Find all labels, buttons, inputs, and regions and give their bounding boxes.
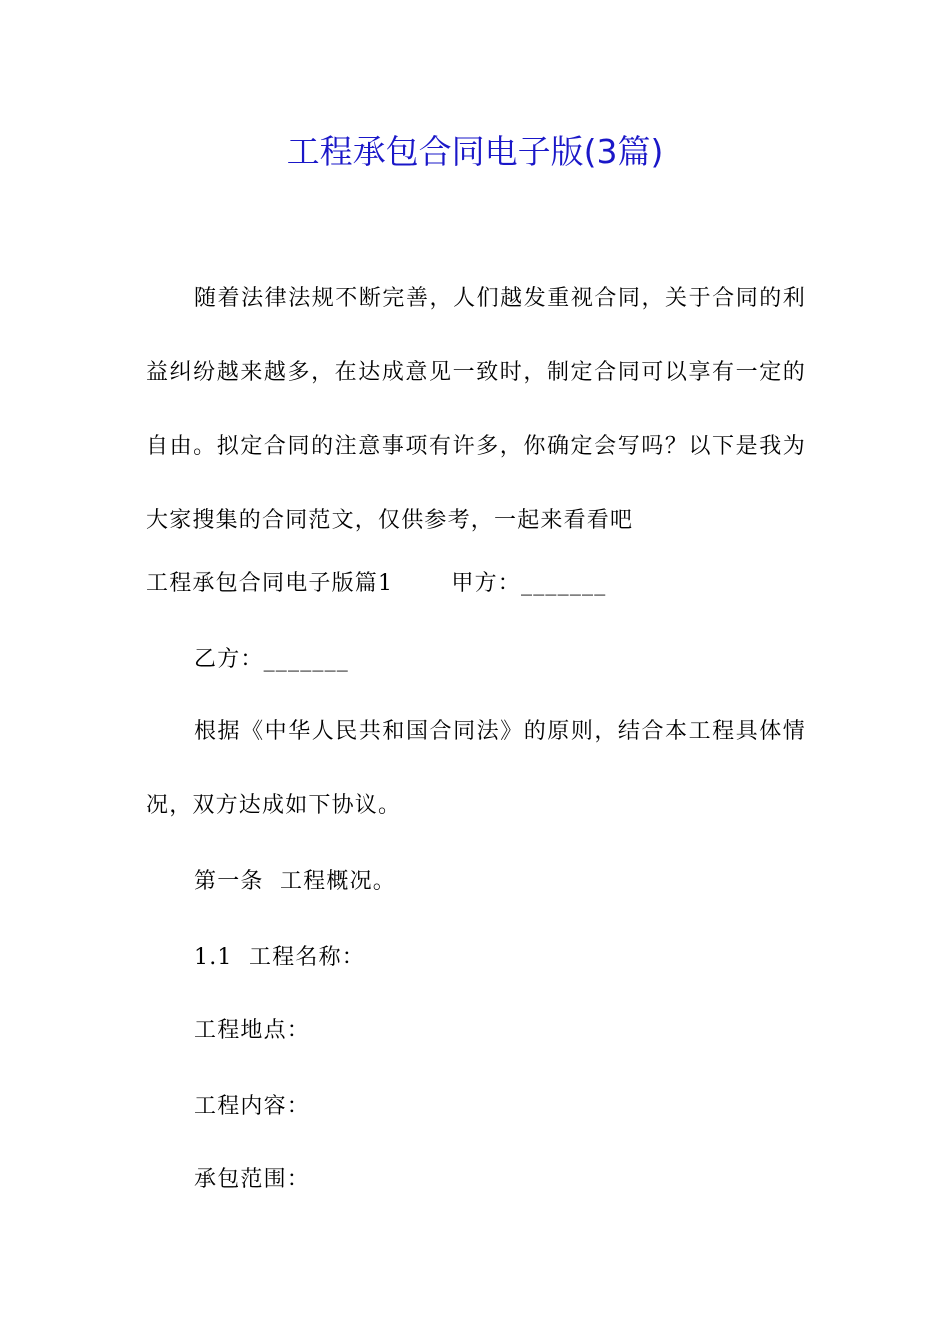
basis-paragraph: 根据《中华人民共和国合同法》的原则，结合本工程具体情况，双方达成如下协议。	[146, 719, 806, 818]
project-location-label: 工程地点：	[194, 1018, 311, 1043]
contract-scope-label: 承包范围：	[194, 1167, 311, 1192]
article-1-heading: 第一条 工程概况。	[194, 869, 396, 894]
item-1-1: 1.1 工程名称：	[194, 945, 365, 970]
party-b-blank: _______	[263, 647, 350, 672]
party-a-label: 甲方：	[451, 571, 522, 596]
party-b-line	[194, 636, 349, 684]
section-heading-line	[146, 560, 606, 608]
party-b-label: 乙方：	[194, 647, 264, 672]
project-content-label: 工程内容：	[194, 1094, 311, 1119]
party-a-blank: _______	[521, 571, 607, 596]
page-title: 工程承包合同电子版(3篇)	[286, 132, 664, 171]
section-heading: 工程承包合同电子版篇1	[146, 571, 394, 596]
intro-paragraph: 随着法律法规不断完善，人们越发重视合同，关于合同的利益纠纷越来越多，在达成意见一致时，制定合同可以享有一定的自由。拟定合同的注意事项有许多，你确定会写吗？以下是我为大家搜集的合同范文，仅供参考，一起来看看吧	[146, 286, 806, 533]
